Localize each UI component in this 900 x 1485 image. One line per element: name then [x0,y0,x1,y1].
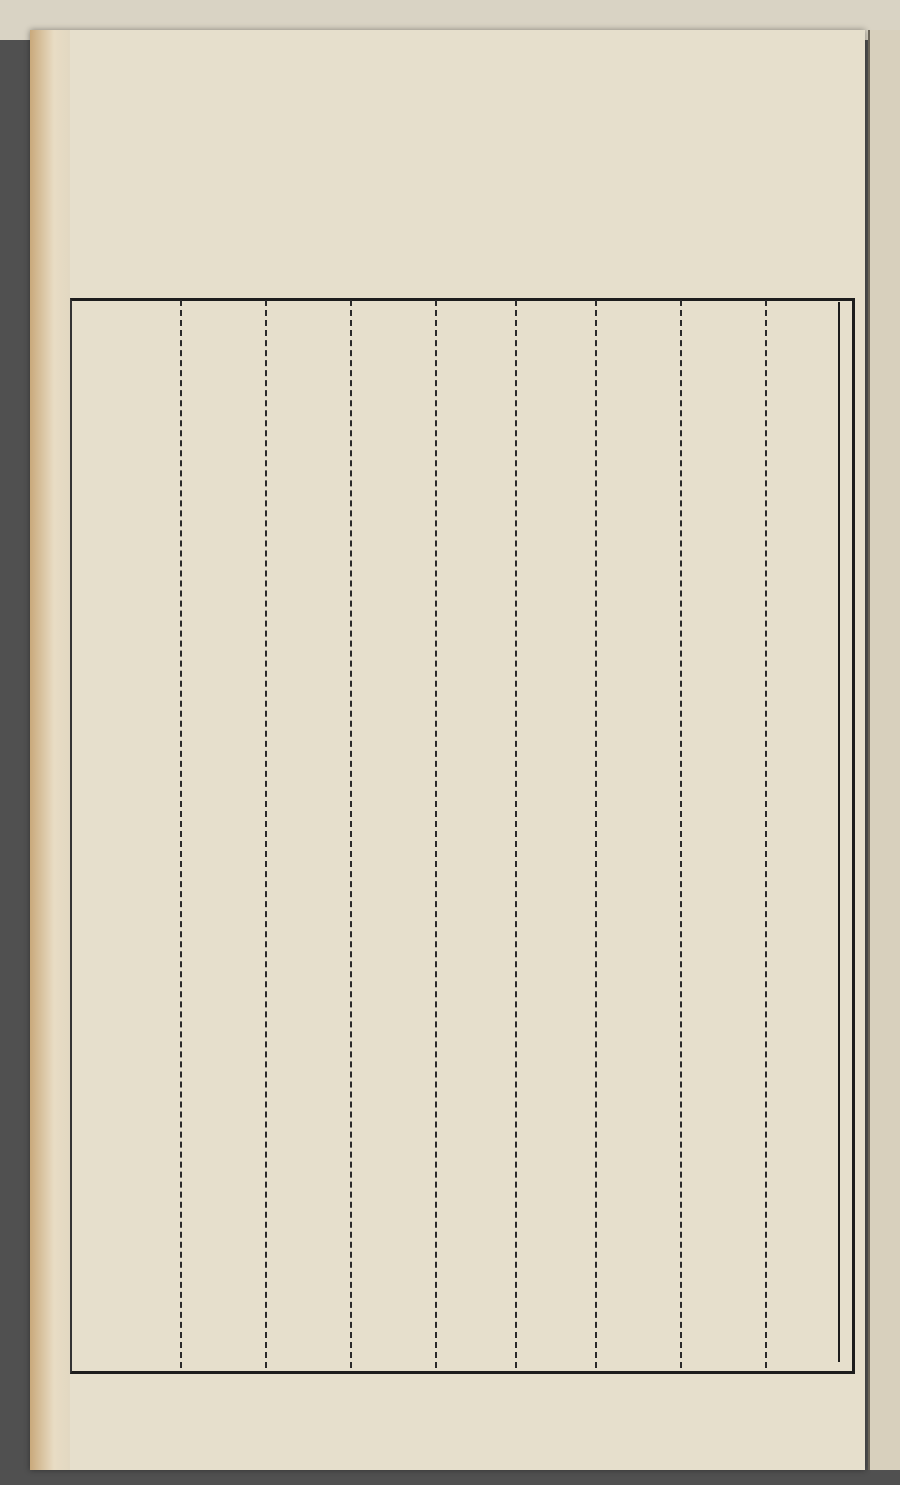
column-divider [180,300,182,1368]
page-spine [30,30,70,1470]
adjacent-page-edge [868,30,900,1470]
printed-frame [70,298,855,1374]
frame-inner-rule [838,302,846,1362]
column-divider [680,300,682,1368]
column-divider [265,300,267,1368]
column-divider [595,300,597,1368]
column-divider [515,300,517,1368]
column-divider [350,300,352,1368]
column-divider [435,300,437,1368]
column-divider [765,300,767,1368]
